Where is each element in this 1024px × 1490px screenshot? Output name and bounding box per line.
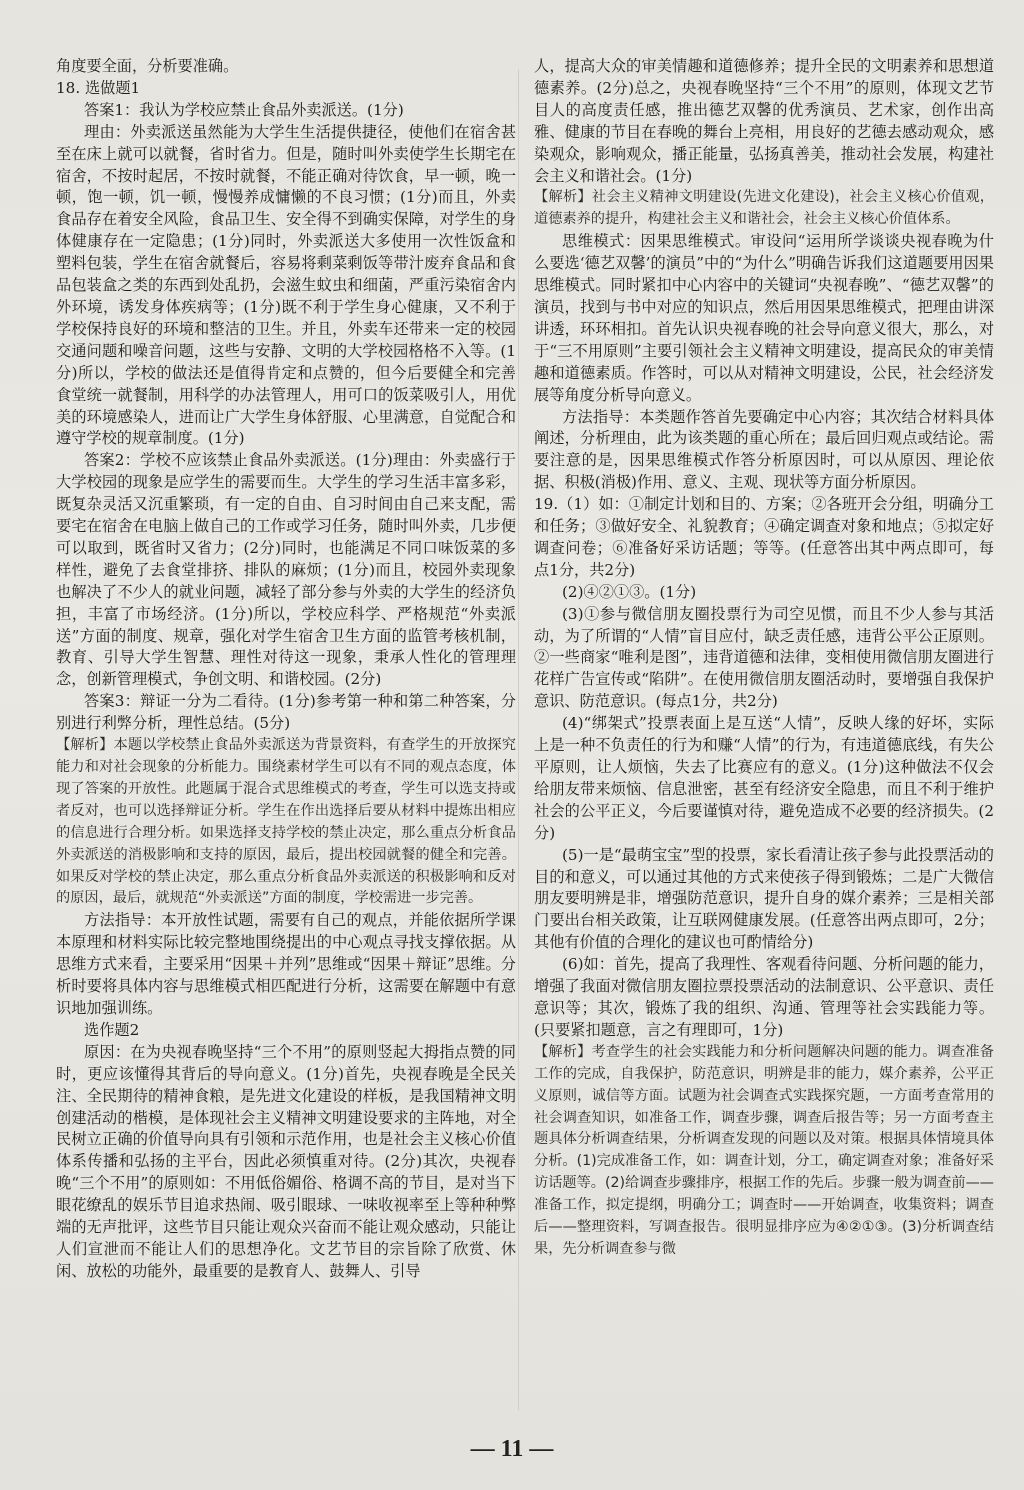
answer-paragraph: (5)一是“最萌宝宝”型的投票，家长看清让孩子参与此投票活动的目的和意义，可以通过其他的方式来使孩子得到锻炼；二是广大微信朋友要明辨是非，增强防范意识，提升自身的媒介素养；三是相关部门要出台相关政策，让互联网健康发展。(任意答出两点即可，2分；其他有价值的合理化的建议也可酌情给分) xyxy=(534,845,994,952)
answer-paragraph: 19.（1）如：①制定计划和目的、方案；②各班开会分组，明确分工和任务；③做好安全、礼貌教育；④确定调查对象和地点；⑤拟定好调查问卷；⑥准备好采访话题；等等。(任意答出其中两点即可，每点1分，共2分) xyxy=(534,495,994,579)
right-column xyxy=(534,56,994,1261)
answer-paragraph: 18. 选做题1 xyxy=(56,78,141,97)
answer-paragraph: (4)“绑架式”投票表面上是互送“人情”，反映人缘的好坏，实际上是一种不负责任的行为和赚“人情”的行为，有违道德底线，有失公平原则，让人烦恼，失去了比赛应有的意义。(1分)这种做法不仅会给朋友带来烦恼、信息泄密，甚至有经济安全隐患，而且不利于维护社会的公平正义，今后要谨慎对待，避免造成不必要的经济损失。(2分) xyxy=(534,714,994,842)
answer-paragraph: (3)①参与微信朋友圈投票行为司空见惯，而且不少人参与其活动，为了所谓的“人情”盲目应付，缺乏责任感，违背公平公正原则。②一些商家“唯利是图”，违背道德和法律，变相使用微信朋友圈进行花样广告宣传或“陷阱”。在使用微信朋友圈活动时，要增强自我保护意识、防范意识。(每点1分，共2分) xyxy=(534,604,994,711)
answer-paragraph: 角度要全面，分析要准确。 xyxy=(56,57,239,75)
answer-paragraph: 方法指导：本开放性试题，需要有自己的观点，并能依据所学课本原理和材料实际比较完整地围绕提出的中心观点寻找支撑依据。从思维方式来看，主要采用“因果＋并列”思维或“因果＋辩证”思维。分析时要将具体内容与思维模式相匹配进行分析，这需要在解题中有意识地加强训练。 xyxy=(56,911,516,1017)
answer-paragraph: 答案1：我认为学校应禁止食品外卖派送。(1分) xyxy=(84,100,404,119)
left-column xyxy=(56,56,516,1283)
page-number: — 11 — xyxy=(470,1436,554,1462)
answer-paragraph: (2)④②①③。(1分) xyxy=(562,582,697,601)
answer-paragraph: 选作题2 xyxy=(84,1020,140,1039)
answer-paragraph: 答案2：学校不应该禁止食品外卖派送。(1分)理由：外卖盛行于大学校园的现象是应学生的需要而生。大学生的学习生活丰富多彩，既复杂灵活又沉重繁琐，有一定的自由、自习时间由自己来支配，需要宅在宿舍在电脑上做自己的工作或学习任务，随时叫外卖，几步便可以取到，既省时又省力；(2分)同时，也能满足不同口味饭菜的多样性，避免了去食堂排挤、排队的麻烦；(1分)而且，校园外卖现象也解决了不少人的就业问题，减轻了部分参与外卖的大学生的经济负担，丰富了市场经济。(1分)所以，学校应科学、严格规范“外卖派送”方面的制度、规章，强化对学生宿舍卫生方面的监管考核机制，教育、引导大学生智慧、理性对待这一现象，秉承人性化的管理理念，创新管理模式，争创文明、和谐校园。(2分) xyxy=(56,451,516,689)
answer-paragraph: 方法指导：本类题作答首先要确定中心内容；其次结合材料具体阐述，分析理由，此为该类题的重心所在；最后回归观点或结论。需要注意的是，因果思维模式作答分析原因时，可以从原因、理论依据、积极(消极)作用、意义、主观、现状等方面分析原因。 xyxy=(534,407,994,492)
analysis-paragraph: 【解析】本题以学校禁止食品外卖派送为背景资料，有查学生的开放探究能力和对社会现象的分析能力。围绕素材学生可以有不同的观点态度，体现了答案的开放性。此题属于混合式思维模式的考查，学生可以选支持或者反对，也可以选择辩证分析。学生在作出选择后要从材料中提炼出相应的信息进行合理分析。如果选择支持学校的禁止决定，那么重点分析食品外卖派送的消极影响和支持的原因，最后，提出校园就餐的健全和完善。如果反对学校的禁止决定，那么重点分析食品外卖派送的积极影响和反对的原因，最后，就规范“外卖派送”方面的制度，学校需进一步完善。 xyxy=(56,737,516,907)
analysis-paragraph: 【解析】社会主义精神文明建设(先进文化建设)，社会主义核心价值观，道德素养的提升，构建社会主义和谐社会，社会主义核心价值体系。 xyxy=(534,189,994,228)
answer-paragraph: (6)如：首先，提高了我理性、客观看待问题、分析问题的能力，增强了我面对微信朋友圈拉票投票活动的法制意识、公平意识、责任意识等；其次，锻炼了我的组织、沟通、管理等社会实践能力等。(只要紧扣题意，言之有理即可，1分) xyxy=(534,955,994,1039)
answer-paragraph: 人，提高大众的审美情趣和道德修养；提升全民的文明素养和思想道德素养。(2分)总之，央视春晚坚持“三个不用”的原则，体现文艺节目人的高度责任感，推出德艺双馨的优秀演员、艺术家，创作出高雅、健康的节目在春晚的舞台上亮相，用良好的艺德去感动观众，感染观众，影响观众，播正能量，弘扬真善美，推动社会发展，构建社会主义和谐社会。(1分) xyxy=(534,57,994,185)
column-divider xyxy=(518,70,519,1410)
answer-paragraph: 答案3：辩证一分为二看待。(1分)参考第一种和第二种答案，分别进行利弊分析，理性总结。(5分) xyxy=(56,692,516,733)
answer-paragraph: 原因：在为央视春晚坚持“三个不用”的原则竖起大拇指点赞的同时，更应该懂得其背后的导向意义。(1分)首先，央视春晚是全民关注、全民期待的精神食粮，是先进文化建设的样板，是我国精神文明创建活动的楷模，是体现社会主义精神文明建设要求的主阵地，对全民树立正确的价值导向具有引领和示范作用，也是社会主义核心价值体系传播和弘扬的主平台，因此必须慎重对待。(2分)其次，央视春晚“三个不用”的原则如：不用低俗媚俗、格调不高的节目，是对当下眼花缭乱的娱乐节目追求热闹、吸引眼球、一味收视率至上等种种弊端的无声批评，这些节目只能让观众兴奋而不能让观众感动，只能让人们宣泄而不能让人们的思想净化。文艺节目的宗旨除了欣赏、休闲、放松的功能外，最重要的是教育人、鼓舞人、引导 xyxy=(56,1042,516,1280)
answer-paragraph: 思维模式：因果思维模式。审设问“运用所学谈谈央视春晚为什么要选‘德艺双馨’的演员”中的“为什么”明确告诉我们这道题要用因果思维模式。同时紧扣中心内容中的关键词“央视春晚”、“德艺双馨”的演员，找到与书中对应的知识点，然后用因果思维模式，把理由讲深讲透，环环相扣。首先认识央视春晚的社会导向意义很大，那么，对于“三不用原则”主要引领社会主义精神文明建设，提高民众的审美情趣和道德素质。作答时，可以从对精神文明建设，公民，社会经济发展等角度分析导向意义。 xyxy=(534,232,994,404)
analysis-paragraph: 【解析】考查学生的社会实践能力和分析问题解决问题的能力。调查准备工作的完成，自我保护，防范意识，明辨是非的能力，媒介素养，公平正义原则，诚信等方面。试题为社会调查式实践探究题，一方面考查常用的社会调查知识，如准备工作，调查步骤，调查后报告等；另一方面考查主题具体分析调查结果，分析调查发现的问题以及对策。根据具体情境具体分析。(1)完成准备工作，如：调查计划，分工，确定调查对象；准备好采访话题等。(2)给调查步骤排序，根据工作的先后。步骤一般为调查前——准备工作，拟定提纲，明确分工；调查时——开始调查，收集资料；调查后——整理资料，写调查报告。很明显排序应为④②①③。(3)分析调查结果，先分析调查参与微 xyxy=(534,1043,994,1257)
answer-paragraph: 理由：外卖派送虽然能为大学生生活提供捷径，使他们在宿舍甚至在床上就可以就餐，省时省力。但是，随时叫外卖使学生长期宅在宿舍，不按时起居，不按时就餐，不能正确对待饮食，早一顿，晚一顿，饱一顿，饥一顿，慢慢养成慵懒的不良习惯；(1分)而且，外卖食品存在着安全风险，食品卫生、安全得不到确实保障，对学生的身体健康存在一定隐患；(1分)同时，外卖派送大多使用一次性饭盒和塑料包装，学生在宿舍就餐后，容易将剩菜剩饭等带汁废弃食品和食品包装盒之类的东西到处乱扔，会滋生蚊虫和细菌，严重污染宿舍内外环境，诱发身体疾病等；(1分)既不利于学生身心健康，又不利于学校保持良好的环境和整洁的卫生。并且，外卖车还带来一定的校园交通问题和噪音问题，这些与安静、文明的大学校园格格不入等。(1分)所以，学校的做法还是值得肯定和点赞的，但今后要健全和完善食堂统一就餐制，用科学的办法管理人，用可口的饭菜吸引人，用优美的环境感染人，进而让广大学生身体舒服、心里满意，自觉配合和遵守学校的规章制度。(1分) xyxy=(56,122,516,448)
